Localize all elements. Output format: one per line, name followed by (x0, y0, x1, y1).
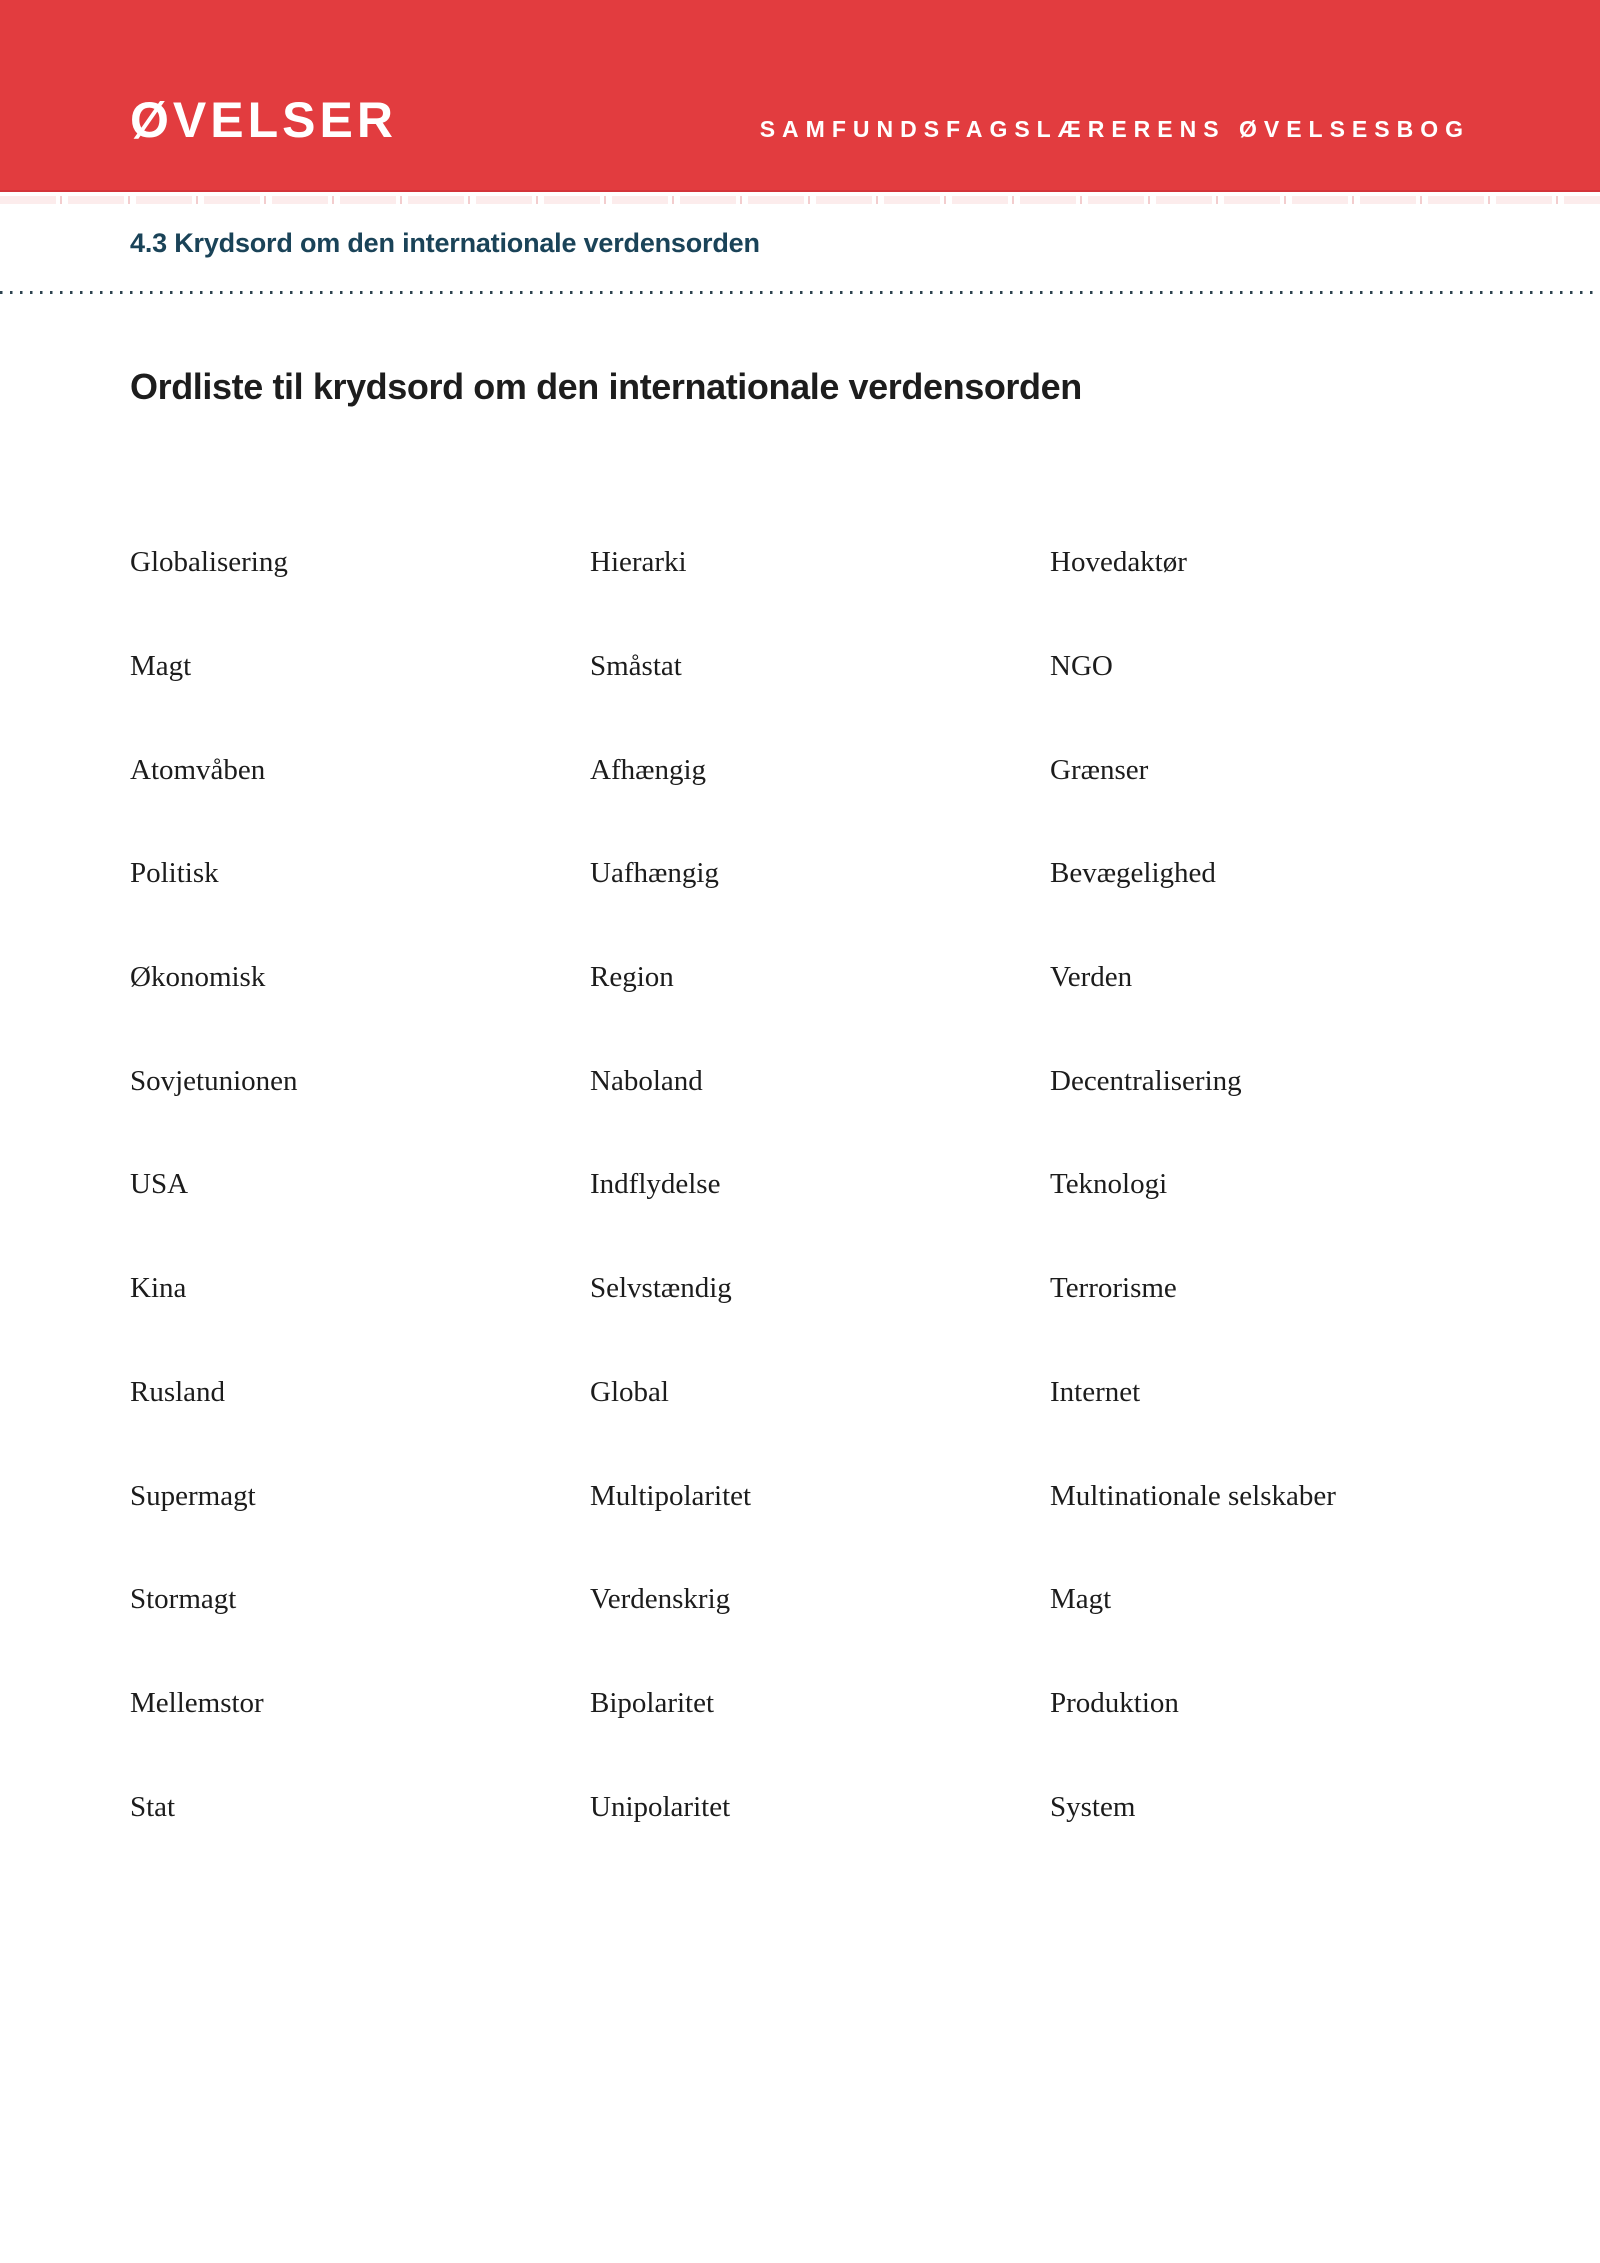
section-title: 4.3 Krydsord om den internationale verdensorden (130, 228, 760, 258)
word-item: Mellemstor (130, 1686, 264, 1719)
brand-title: ØVELSER (130, 92, 397, 148)
word-grid (130, 511, 1470, 1859)
word-item: Produktion (1050, 1686, 1179, 1719)
word-item: Decentralisering (1050, 1064, 1242, 1097)
word-item: Hierarki (590, 546, 687, 579)
word-item: Globalisering (130, 546, 288, 579)
word-item: Naboland (590, 1064, 703, 1097)
word-item: NGO (1050, 650, 1113, 683)
word-item: Supermagt (130, 1479, 256, 1512)
word-item: Multipolaritet (590, 1479, 752, 1512)
dotted-rule-divider (0, 291, 1600, 294)
word-item: Atomvåben (130, 753, 266, 786)
word-item: Småstat (590, 650, 682, 683)
word-item: Politisk (130, 857, 219, 890)
word-item: Unipolaritet (590, 1790, 731, 1823)
word-item: Indflydelse (590, 1168, 721, 1201)
word-item: Kina (130, 1272, 187, 1305)
word-item: USA (130, 1168, 189, 1201)
word-item: Sovjetunionen (130, 1064, 298, 1097)
word-item: System (1050, 1790, 1136, 1823)
word-item: Bipolaritet (590, 1686, 715, 1719)
word-item: Grænser (1050, 753, 1149, 786)
word-item: Teknologi (1050, 1168, 1168, 1201)
wordlist-heading: Ordliste til krydsord om den internationale verdensorden (130, 366, 1082, 407)
word-item: Region (590, 961, 674, 994)
book-title: SAMFUNDSFAGSLÆRERENS ØVELSESBOG (759, 116, 1470, 142)
word-item: Terrorisme (1050, 1272, 1177, 1305)
word-item: Hovedaktør (1050, 546, 1187, 579)
page-header-band (0, 0, 1600, 192)
word-item: Internet (1050, 1375, 1141, 1408)
word-item: Global (590, 1375, 669, 1408)
word-item: Verdenskrig (590, 1583, 731, 1616)
word-item: Afhængig (590, 753, 706, 786)
header-dashed-divider (0, 196, 1600, 204)
word-item: Uafhængig (590, 857, 719, 890)
word-item: Verden (1050, 961, 1133, 994)
word-item: Magt (130, 650, 192, 683)
word-item: Økonomisk (130, 961, 266, 994)
word-item: Selvstændig (590, 1272, 732, 1305)
word-item: Magt (1050, 1583, 1112, 1616)
word-item: Stormagt (130, 1583, 237, 1616)
word-item: Multinationale selskaber (1050, 1479, 1336, 1512)
word-item: Bevægelighed (1050, 857, 1216, 890)
word-item: Rusland (130, 1375, 226, 1408)
word-item: Stat (130, 1790, 176, 1823)
